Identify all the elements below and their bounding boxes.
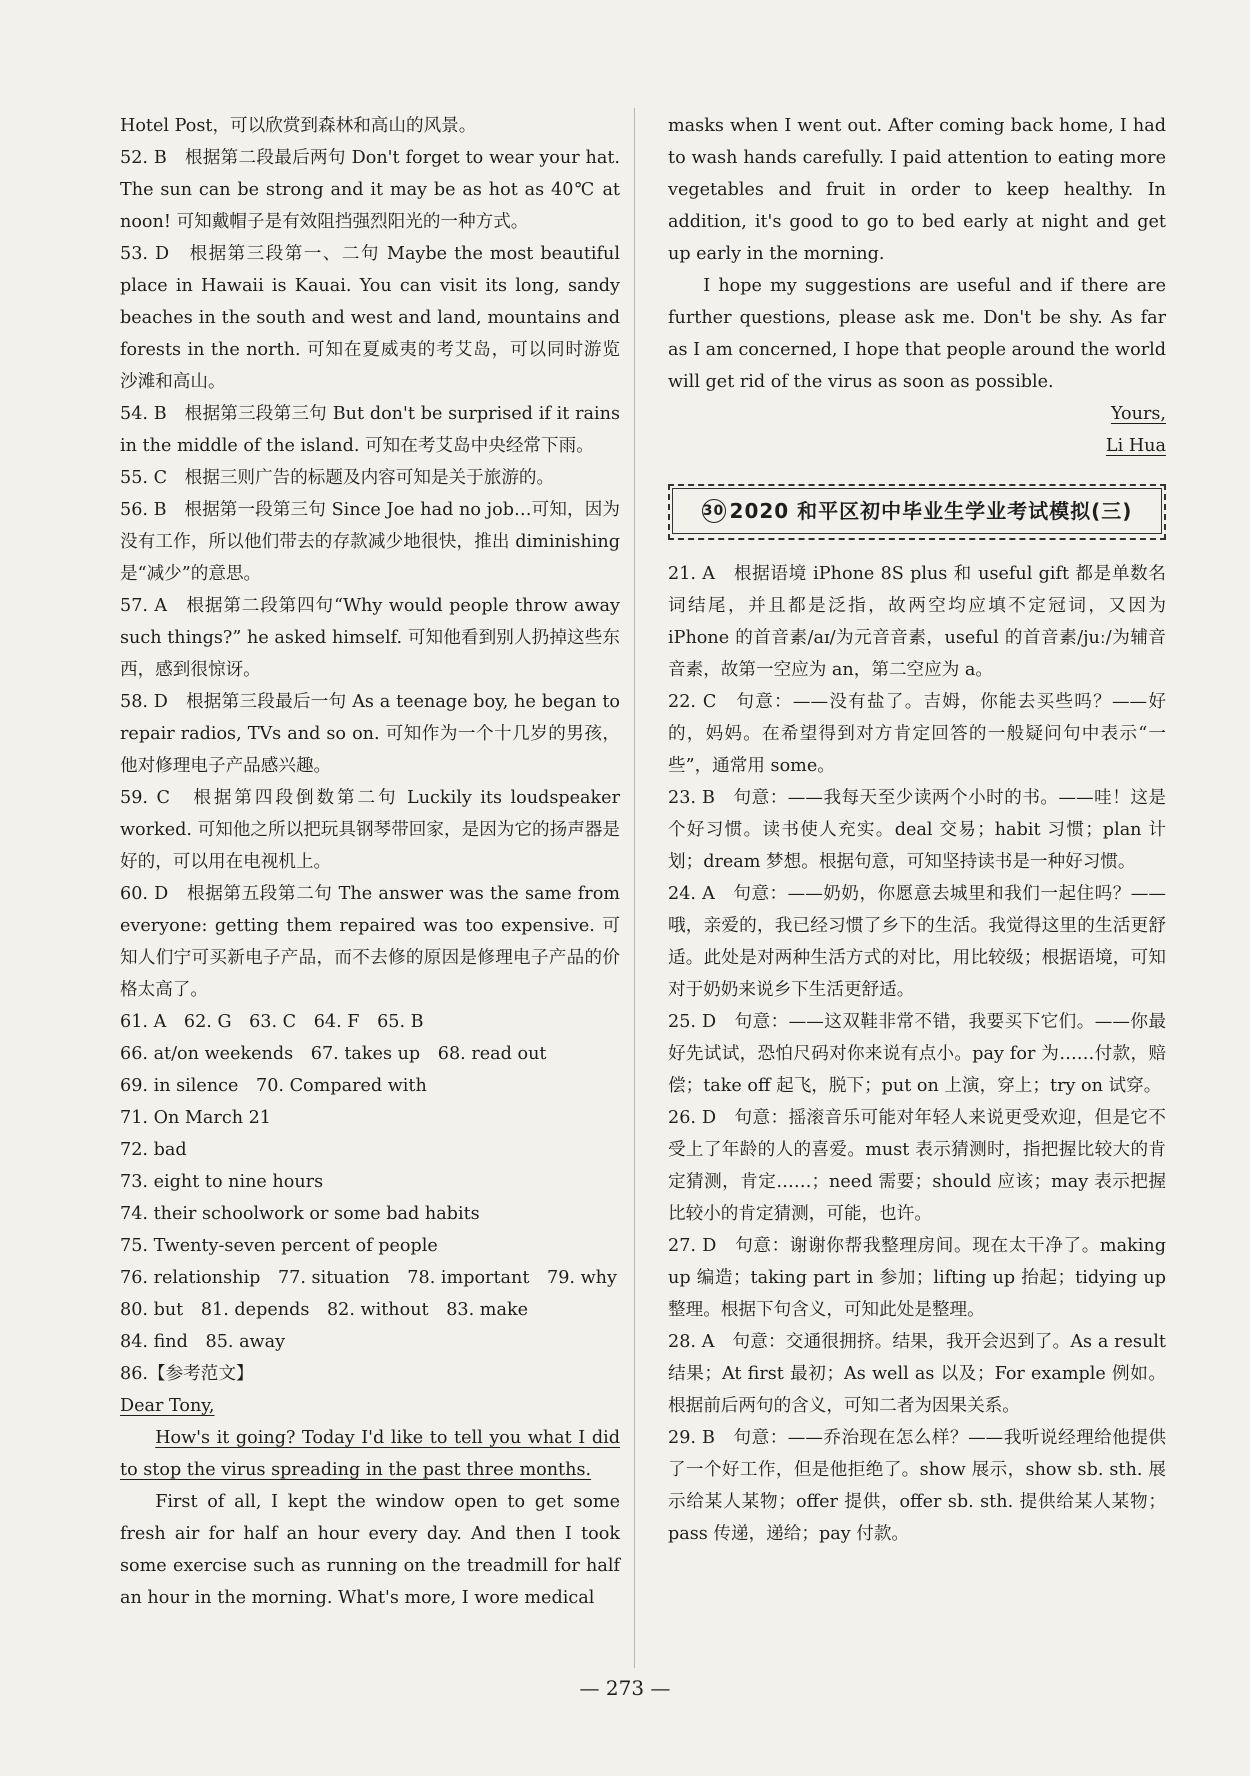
answer-item-57: 57. A 根据第二段第四句“Why would people throw away such things?” he asked himself. 可知他看到别人扔掉这些东西，感到很惊讶。 [120,596,620,680]
answer-item-52: 52. B 根据第二段最后两句 Don't forget to wear your hat. The sun can be strong and it may be as hot as 40℃ at noon! 可知戴帽子是有效阻挡强烈阳光的一种方式。 [120,148,620,232]
essay-signature [668,430,1166,462]
short-answers-84-85: 84. find 85. away [120,1332,286,1352]
answer-item-58: 58. D 根据第三段最后一句 As a teenage boy, he began to repair radios, TVs and so on. 可知作为一个十几岁的男孩，他对修理电子产品感兴趣。 [120,692,620,776]
answer-item-23: 23. B 句意：——我每天至少读两个小时的书。——哇！这是个好习惯。读书使人充实。deal 交易；habit 习惯；plan 计划；dream 梦想。根据句意，可知坚持读书是一种好习惯。 [668,788,1166,872]
short-answers-80-83: 80. but 81. depends 82. without 83. make [120,1300,529,1320]
section-title: 2020 和平区初中毕业生学业考试模拟(三) [729,499,1133,523]
answer-item-29: 29. B 句意：——乔治现在怎么样？——我听说经理给他提供了一个好工作，但是他拒绝了。show 展示，show sb. sth. 展示给某人某物；offer 提供，offer sb. sth. 提供给某人某物；pass 传递，递给；pay 付款。 [668,1428,1166,1544]
essay-paragraph-1-text: How's it going? Today I'd like to tell you what I did to stop the virus spreading in the past three months. [120,1428,620,1480]
answer-item-21: 21. A 根据语境 iPhone 8S plus 和 useful gift 都是单数名词结尾，并且都是泛指，故两空均应填不定冠词，又因为 iPhone 的首音素/aɪ/为元音音素，useful 的首音素/juː/为辅音音素，故第一空应为 an，第二空应为 a。 [668,564,1166,680]
section-banner-inner [672,488,1162,534]
section-number-badge: 30 [702,499,726,523]
short-answer-71: 71. On March 21 [120,1108,271,1128]
answer-item-22: 22. C 句意：——没有盐了。吉姆，你能去买些吗？——好的，妈妈。在希望得到对方肯定回答的一般疑问句中表示“一些”，通常用 some。 [668,692,1166,776]
short-answers-69-70: 69. in silence 70. Compared with [120,1076,427,1096]
essay-greeting [120,1390,620,1422]
section-banner [668,484,1166,540]
answer-item-26: 26. D 句意：摇滚音乐可能对年轻人来说更受欢迎，但是它不受上了年龄的人的喜爱。must 表示猜测时，指把握比较大的肯定猜测，肯定……；need 需要；should 应该；may 表示把握比较小的肯定猜测，可能，也许。 [668,1108,1166,1224]
answer-item-55: 55. C 根据三则广告的标题及内容可知是关于旅游的。 [120,468,555,488]
answer-item-28: 28. A 句意：交通很拥挤。结果，我开会迟到了。As a result 结果；At first 最初；As well as 以及；For example 例如。根据前后两句的含义，可知二者为因果关系。 [668,1332,1166,1416]
column-divider [634,108,635,1668]
answer-item-54: 54. B 根据第三段第三句 But don't be surprised if it rains in the middle of the island. 可知在考艾岛中央经常下雨。 [120,404,620,456]
essay-paragraph-2-continued: masks when I went out. After coming back home, I had to wash hands carefully. I paid attention to eating more vegetables and fruit in order to keep healthy. In addition, it's good to go to bed early at night and get up early in the morning. [668,116,1166,264]
short-answer-74: 74. their schoolwork or some bad habits [120,1204,480,1224]
essay-greeting-text: Dear Tony, [120,1396,215,1416]
answer-item-56: 56. B 根据第一段第三句 Since Joe had no job…可知，因为没有工作，所以他们带去的存款减少地很快，推出 diminishing 是“减少”的意思。 [120,500,620,584]
essay-paragraph-3: I hope my suggestions are useful and if there are further questions, please ask me. Don't be shy. As far as I am concerned, I hope that people around the world will get rid of the virus as soon as possible. [668,276,1166,392]
right-column [668,110,1166,1550]
essay-label: 86.【参考范文】 [120,1364,254,1384]
short-answer-72: 72. bad [120,1140,187,1160]
essay-signature-text: Li Hua [1105,436,1166,456]
short-answers-66-68: 66. at/on weekends 67. takes up 68. read out [120,1044,547,1064]
intro-line: Hotel Post，可以欣赏到森林和高山的风景。 [120,116,477,136]
answer-item-53: 53. D 根据第三段第一、二句 Maybe the most beautiful place in Hawaii is Kauai. You can visit its long, sandy beaches in the south and west and land, mountains and forests in the north. 可知在夏威夷的考艾岛，可以同时游览沙滩和高山。 [120,244,620,392]
short-answer-75: 75. Twenty-seven percent of people [120,1236,438,1256]
essay-closing [668,398,1166,430]
answer-item-25: 25. D 句意：——这双鞋非常不错，我要买下它们。——你最好先试试，恐怕尺码对你来说有点小。pay for 为……付款，赔偿；take off 起飞，脱下；put on 上演，穿上；try on 试穿。 [668,1012,1166,1096]
essay-paragraph-1 [120,1422,620,1486]
essay-closing-text: Yours, [1110,404,1166,424]
short-answers-76-79: 76. relationship 77. situation 78. important 79. why [120,1268,617,1288]
answer-item-60: 60. D 根据第五段第二句 The answer was the same from everyone: getting them repaired was too expensive. 可知人们宁可买新电子产品，而不去修的原因是修理电子产品的价格太高了。 [120,884,620,1000]
short-answers-61-65: 61. A 62. G 63. C 64. F 65. B [120,1012,424,1032]
answer-item-24: 24. A 句意：——奶奶，你愿意去城里和我们一起住吗？——哦，亲爱的，我已经习惯了乡下的生活。我觉得这里的生活更舒适。此处是对两种生活方式的对比，用比较级；根据语境，可知对于奶奶来说乡下生活更舒适。 [668,884,1166,1000]
page-number: — 273 — [579,1676,671,1700]
short-answer-73: 73. eight to nine hours [120,1172,324,1192]
answer-item-27: 27. D 句意：谢谢你帮我整理房间。现在太干净了。making up 编造；taking part in 参加；lifting up 抬起；tidying up 整理。根据下句含义，可知此处是整理。 [668,1236,1166,1320]
answer-item-59: 59. C 根据第四段倒数第二句 Luckily its loudspeaker worked. 可知他之所以把玩具钢琴带回家，是因为它的扬声器是好的，可以用在电视机上。 [120,788,620,872]
essay-paragraph-2: First of all, I kept the window open to get some fresh air for half an hour every day. And then I took some exercise such as running on the treadmill for half an hour in the morning. What's more, I wore medical [120,1492,620,1608]
left-column [120,110,620,1614]
